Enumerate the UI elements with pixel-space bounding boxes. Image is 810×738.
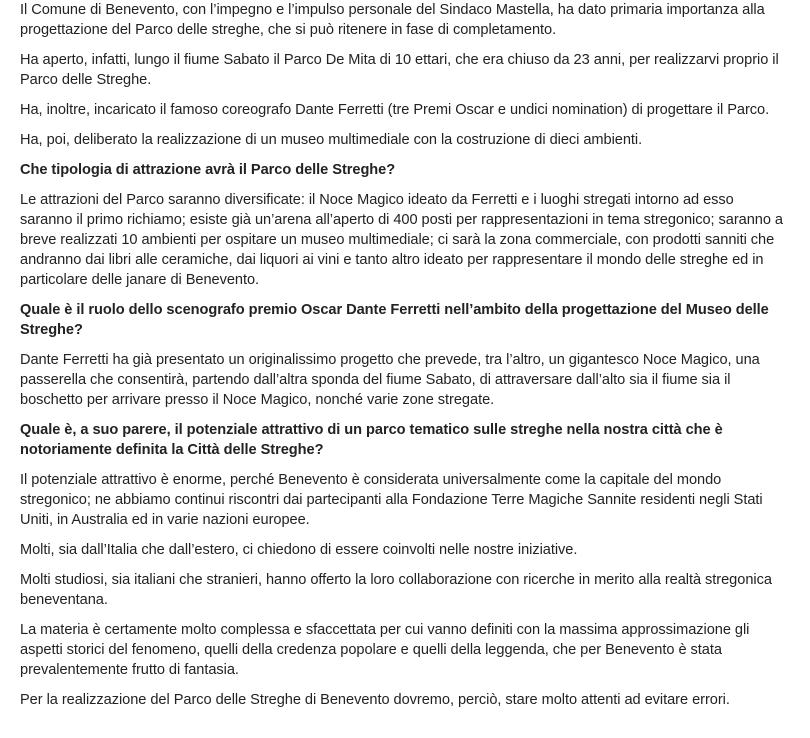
paragraph: Ha aperto, infatti, lungo il fiume Sabato il Parco De Mita di 10 ettari, che era chiuso da 23 anni, per realizzarvi proprio il Parco delle Streghe.: [20, 52, 779, 88]
paragraph: Dante Ferretti ha già presentato un originalissimo progetto che prevede, tra l’altro, un gigantesco Noce Magico, una passerella che consentirà, partendo dall’altra sponda del fiume Sabato, di attraversare dall’alto sia il fiume sia il boschetto per arrivare presso il Noce Magico, nonché varie zone stregate.: [20, 352, 760, 408]
paragraph: Ha, poi, deliberato la realizzazione di un museo multimediale con la costruzione di dieci ambienti.: [20, 132, 643, 148]
paragraph: Molti studiosi, sia italiani che stranieri, hanno offerto la loro collaborazione con ricerche in merito alla realtà stregonica beneventana.: [20, 572, 772, 608]
paragraph: La materia è certamente molto complessa e sfaccettata per cui vanno definiti con la massima approssimazione gli aspetti storici del fenomeno, quelli della credenza popolare e quelli della leggenda, che per Benevento è stata prevalentemente frutto di fantasia.: [20, 622, 750, 678]
paragraph: Per la realizzazione del Parco delle Streghe di Benevento dovremo, perciò, stare molto attenti ad evitare errori.: [20, 692, 730, 708]
interview-question: Che tipologia di attrazione avrà il Parco delle Streghe?: [20, 162, 396, 178]
paragraph: Il Comune di Benevento, con l’impegno e l’impulso personale del Sindaco Mastella, ha dato primaria importanza alla progettazione del Parco delle streghe, che si può ritenere in fase di completamento.: [20, 2, 765, 38]
paragraph: Molti, sia dall’Italia che dall’estero, ci chiedono di essere coinvolti nelle nostre iniziative.: [20, 542, 578, 558]
interview-question: Quale è il ruolo dello scenografo premio Oscar Dante Ferretti nell’ambito della progettazione del Museo delle Streghe?: [20, 302, 769, 338]
paragraph: Ha, inoltre, incaricato il famoso coreografo Dante Ferretti (tre Premi Oscar e undici nomination) di progettare il Parco.: [20, 102, 770, 118]
paragraph: Le attrazioni del Parco saranno diversificate: il Noce Magico ideato da Ferretti e i luoghi stregati intorno ad esso saranno il primo richiamo; esiste già un’arena all’aperto di 400 posti per rappresentazioni in tema stregonico; saranno a breve realizzati 10 ambienti per ospitare un museo multimediale; ci sarà la zona commerciale, con prodotti sanniti che andranno dai libri alle ceramiche, dai liquori ai vini e tanto altro ideato per rappresentare il mondo delle streghe ed in particolare delle janare di Benevento.: [20, 192, 783, 288]
paragraph: Il potenziale attrattivo è enorme, perché Benevento è considerata universalmente come la capitale del mondo stregonico; ne abbiamo continui riscontri dai partecipanti alla Fondazione Terre Magiche Sannite residenti negli Stati Uniti, in Australia ed in varie nazioni europee.: [20, 472, 763, 528]
interview-question: Quale è, a suo parere, il potenziale attrattivo di un parco tematico sulle streghe nella nostra città che è notoriamente definita la Città delle Streghe?: [20, 422, 723, 458]
